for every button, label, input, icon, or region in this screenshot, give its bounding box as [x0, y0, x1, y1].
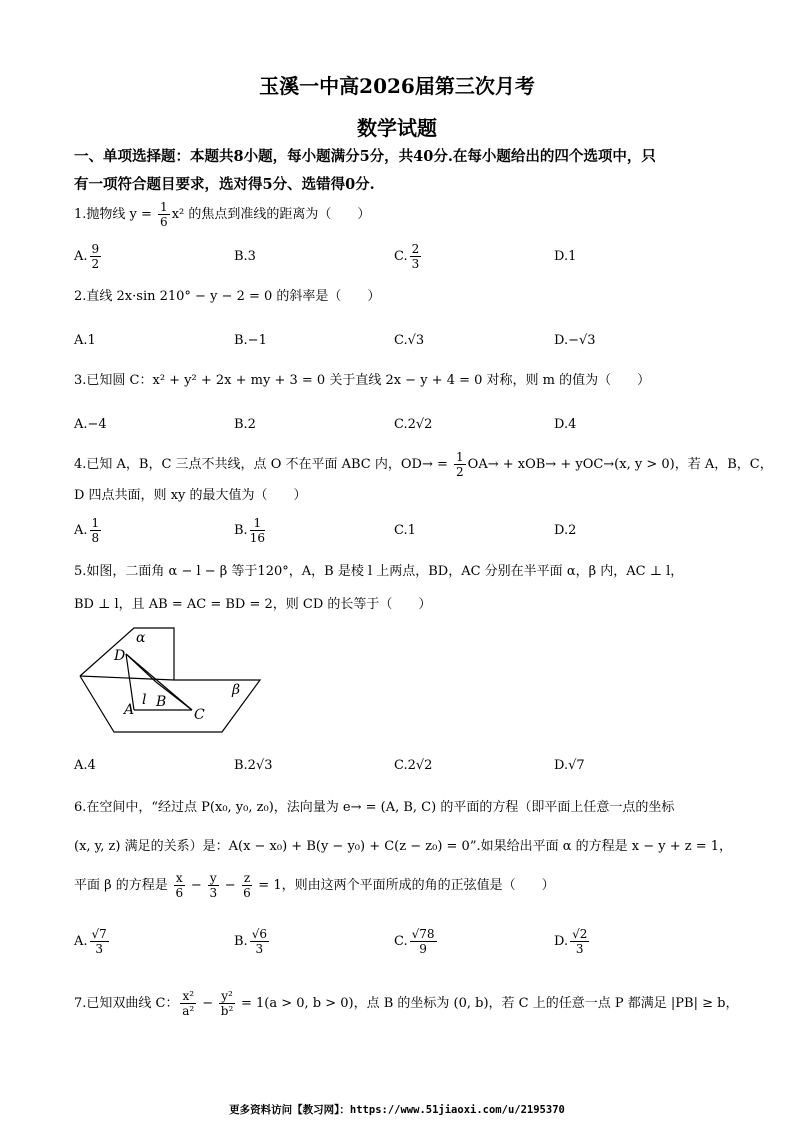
question-1-stem [74, 200, 726, 230]
question-5-line2: BD ⊥ l，且 AB = AC = BD = 2，则 CD 的长等于（ ） [74, 597, 432, 612]
q3-option-b: B.2 [234, 417, 256, 432]
q1-c-den: 3 [411, 257, 420, 271]
question-5-line1: 5.如图，二面角 α − l − β 等于120°，A，B 是棱 l 上两点，BD，AC 分别在半平面 α，β 内，AC ⊥ l， [74, 564, 684, 579]
q4-option-c: C.1 [394, 523, 416, 538]
q6-frac-y [208, 871, 219, 900]
q6-d-num: √2 [572, 927, 588, 941]
q1-c-num: 2 [411, 242, 420, 256]
label-a: A [124, 702, 135, 718]
q2-option-c: C.√3 [394, 333, 425, 348]
q1-fraction [158, 200, 170, 229]
q4-frac-den: 2 [456, 465, 464, 479]
dihedral-angle-diagram [74, 622, 274, 737]
q6-a-label: A. [74, 934, 88, 949]
q6-d-fraction [570, 927, 589, 956]
q7-frac-x [180, 989, 196, 1018]
q2-option-b: B.−1 [234, 333, 267, 348]
q4-fraction [454, 450, 466, 479]
q7-f1-den: a² [182, 1004, 195, 1018]
q6-a-den: 3 [95, 942, 103, 956]
q6-line3-post: = 1，则由这两个平面所成的角的正弦值是（ ） [254, 878, 555, 893]
q6-f1-num: x [175, 871, 183, 885]
q5-option-b: B.2√3 [234, 758, 273, 773]
q4-a-den: 8 [91, 531, 100, 545]
q4-option-b [234, 511, 267, 551]
question-6-line2: (x, y, z) 满足的关系）是：A(x − x₀) + B(y − y₀) + C(z − z₀) = 0”.如果给出平面 α 的方程是 x − y + z = 1， [74, 839, 733, 854]
q6-frac-x [174, 871, 185, 900]
q7-f2-den: b² [220, 1004, 234, 1018]
q1-option-c [394, 237, 423, 277]
q4-b-den: 16 [249, 531, 265, 545]
q1-option-b: B.3 [234, 249, 256, 264]
q7-f1-num: x² [182, 989, 195, 1003]
question-3-stem: 3.已知圆 C：x² + y² + 2x + my + 3 = 0 关于直线 2x − y + 4 = 0 对称，则 m 的值为（ ） [74, 373, 651, 388]
label-d: D [114, 648, 126, 664]
label-beta: β [232, 682, 241, 698]
q4-option-d: D.2 [554, 523, 577, 538]
label-alpha: α [136, 630, 146, 646]
q4-line1-pre: 4.已知 A，B，C 三点不共线，点 O 不在平面 ABC 内，OD→ = [74, 457, 453, 472]
q7-stem-post: = 1(a > 0, b > 0)，点 B 的坐标为 (0, b)，若 C 上的任意一点 P 都满足 |PB| ≥ b， [236, 996, 739, 1011]
question-2-options [74, 321, 726, 361]
q6-a-fraction [90, 927, 109, 956]
question-3-options [74, 405, 726, 445]
q1-c-fraction [410, 242, 422, 271]
q3-option-a: A.−4 [74, 417, 107, 432]
q4-b-num: 1 [250, 516, 265, 531]
q6-f3-num: z [243, 871, 251, 885]
q1-option-a [74, 237, 103, 277]
q6-f2-num: y [209, 871, 217, 885]
q1-stem-pre: 1.抛物线 y = [74, 207, 157, 222]
q6-option-b [234, 922, 271, 962]
q6-f1-den: 6 [175, 886, 184, 900]
q6-b-num: √6 [251, 927, 267, 941]
q6-option-d [554, 922, 591, 962]
q2-option-a: A.1 [74, 333, 96, 348]
q7-frac-y [219, 989, 235, 1018]
footer-link[interactable]: 更多资料访问【教习网】：https://www.51jiaoxi.com/u/2195370 [229, 1104, 565, 1116]
question-7-stem: 7.已知双曲线 C： $\frac{\text{x²}}{\text{a²}}$ − $\frac{\text{y²}}{\text{b²}}$ = 1(a > 0, b > 0)，点 B 的坐标为 (0, b)，若 C 上的任意一点 P 都满足 |PB| ≥ b， [74, 989, 739, 1018]
q1-a-num: 9 [91, 242, 100, 256]
question-6-line3: 平面 β 的方程是 $\frac{x}{6}$ − $\frac{y}{3}$ − $\frac{z}{6}$ = 1，则由这两个平面所成的角的正弦值是（ ） [74, 871, 555, 900]
edge-l [80, 676, 174, 680]
q7-f2-num: y² [221, 989, 233, 1003]
q6-d-den: 3 [575, 942, 584, 956]
plane-alpha-outline [80, 628, 174, 680]
q6-b-den: 3 [255, 942, 264, 956]
q1-a-fraction [90, 242, 102, 271]
question-4-line1 [74, 450, 773, 480]
q6-d-label: D. [554, 934, 569, 949]
q6-b-label: B. [234, 934, 248, 949]
q2-option-d: D.−√3 [554, 333, 596, 348]
label-c: C [194, 707, 205, 723]
q6-option-a [74, 922, 111, 962]
q5-option-c: C.2√2 [394, 758, 433, 773]
question-4-line2: D 四点共面，则 xy 的最大值为（ ） [74, 488, 307, 503]
q6-f2-den: 3 [209, 886, 218, 900]
q6-b-fraction [250, 927, 269, 956]
q6-option-c [394, 922, 439, 962]
q4-b-label: B. [234, 523, 248, 538]
q4-option-a [74, 511, 103, 551]
q4-a-num: 1 [91, 516, 100, 530]
q6-frac-z [242, 871, 252, 900]
q6-f3-den: 6 [243, 886, 251, 900]
q1-a-label: A. [74, 249, 88, 264]
q4-line1-post: OA→ + xOB→ + yOC→(x, y > 0)，若 A，B，C， [467, 457, 773, 472]
q1-c-label: C. [394, 249, 408, 264]
q7-stem-pre: 7.已知双曲线 C： [74, 996, 179, 1011]
q6-c-label: C. [394, 934, 408, 949]
q6-c-num: √78 [411, 927, 435, 941]
q6-c-den: 9 [419, 942, 427, 956]
q4-b-fraction [250, 516, 265, 545]
q5-option-a: A.4 [74, 758, 96, 773]
exam-title: 玉溪一中高2026届第三次月考 [259, 74, 535, 98]
question-1-options [74, 237, 726, 277]
q4-frac-num: 1 [456, 450, 464, 464]
q3-option-c: C.2√2 [394, 417, 433, 432]
exam-subtitle: 数学试题 [357, 116, 437, 140]
q6-c-fraction [410, 927, 437, 956]
q5-option-d: D.√7 [554, 758, 585, 773]
q1-frac-den: 6 [160, 215, 168, 229]
label-l: l [142, 692, 147, 708]
section-heading-line2: 有一项符合题目要求，选对得5分、选错得0分. [74, 176, 375, 193]
q6-line3-pre: 平面 β 的方程是 [74, 878, 172, 893]
section-heading-line1: 一、单项选择题：本题共8小题，每小题满分5分，共40分.在每小题给出的四个选项中，只 [74, 148, 656, 165]
question-6-line1: 6.在空间中，“经过点 P(x₀, y₀, z₀)，法向量为 e→ = (A, B, C) 的平面的方程（即平面上任意一点的坐标 [74, 800, 675, 815]
question-5-options [74, 746, 726, 786]
question-6-options [74, 922, 726, 962]
q1-a-den: 2 [91, 257, 100, 271]
q4-a-label: A. [74, 523, 88, 538]
question-4-options [74, 511, 726, 551]
q1-frac-num: 1 [160, 200, 168, 214]
q1-option-d: D.1 [554, 249, 577, 264]
label-b: B [156, 694, 167, 710]
q3-option-d: D.4 [554, 417, 577, 432]
q1-stem-post: x² 的焦点到准线的距离为（ ） [171, 207, 371, 222]
q6-a-num: √7 [91, 927, 107, 941]
question-2-stem: 2.直线 2x·sin 210° − y − 2 = 0 的斜率是（ ） [74, 289, 381, 304]
q4-a-fraction [90, 516, 102, 545]
